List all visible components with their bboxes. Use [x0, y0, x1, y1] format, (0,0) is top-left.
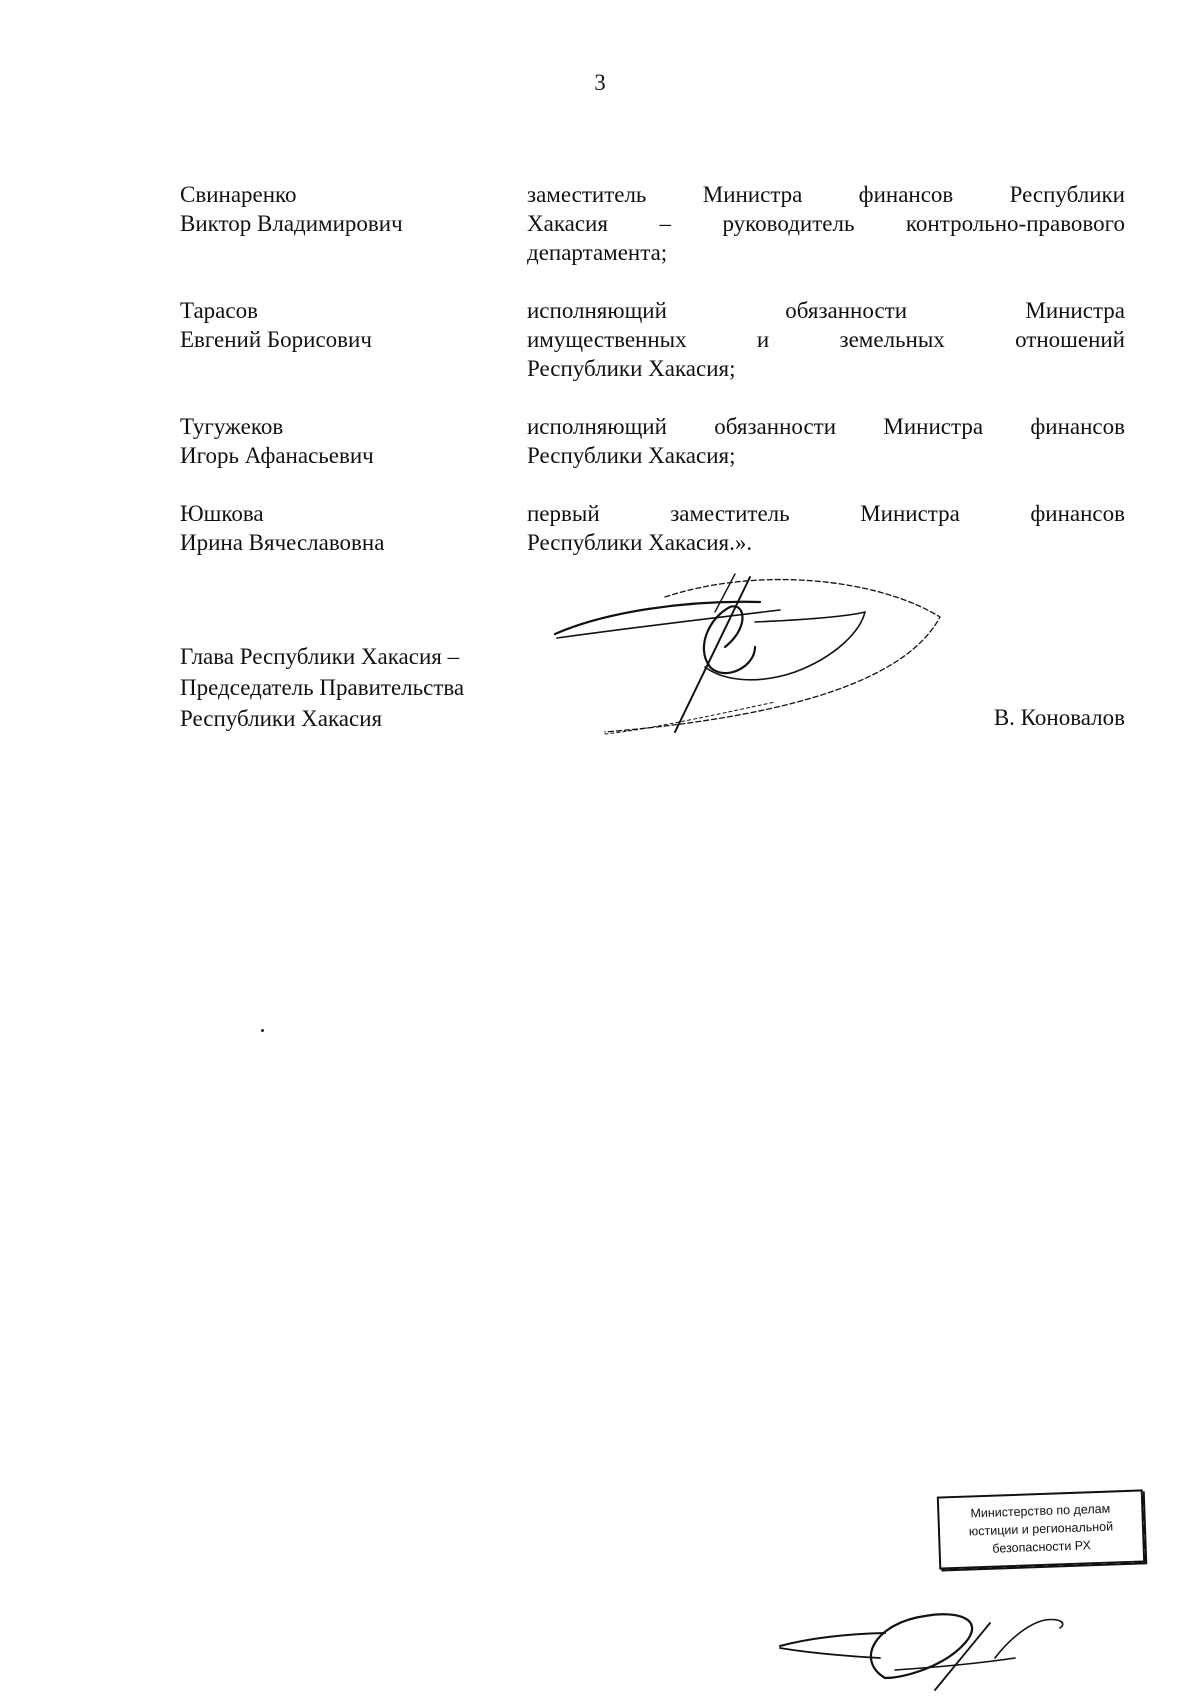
member-position — [527, 499, 1125, 557]
stamp-line: юстиции и региональной — [968, 1519, 1114, 1539]
member-list — [180, 180, 1125, 586]
member-given-names: Виктор Владимирович — [180, 211, 403, 236]
member-name — [180, 296, 527, 383]
signatory-name: В. Коновалов — [993, 705, 1125, 730]
member-position-line: Республики Хакасия; — [527, 356, 736, 381]
member-given-names: Евгений Борисович — [180, 327, 372, 352]
signatory-title-line: Глава Республики Хакасия – — [180, 644, 460, 669]
member-position — [527, 296, 1125, 383]
registration-stamp — [937, 1489, 1145, 1569]
member-given-names: Игорь Афанасьевич — [180, 443, 374, 468]
signatory-title-line: Республики Хакасия — [180, 706, 383, 731]
member-position-line: Хакасия – руководитель контрольно-правового — [527, 211, 1125, 236]
member-surname: Тарасов — [180, 298, 258, 323]
member-entry — [180, 499, 1125, 557]
member-given-names: Ирина Вячеславовна — [180, 530, 385, 555]
member-position-line: Республики Хакасия.». — [527, 530, 753, 555]
member-entry — [180, 180, 1125, 267]
member-position — [527, 180, 1125, 267]
member-position-line: исполняющий обязанности Министра — [527, 298, 1125, 323]
member-name — [180, 412, 527, 470]
member-entry — [180, 412, 1125, 470]
stamp-line: безопасности РХ — [992, 1538, 1092, 1556]
member-position-line: имущественных и земельных отношений — [527, 327, 1125, 352]
scan-speck — [261, 1029, 264, 1032]
member-position — [527, 412, 1125, 470]
member-position-line: первый заместитель Министра финансов — [527, 501, 1125, 526]
visa-signature — [775, 1598, 1075, 1693]
handwritten-signature — [545, 572, 965, 747]
member-name — [180, 499, 527, 557]
member-name — [180, 180, 527, 267]
member-position-line: департамента; — [527, 240, 668, 265]
page-number: 3 — [594, 70, 606, 95]
signatory-title-line: Председатель Правительства — [180, 675, 465, 700]
member-position-line: заместитель Министра финансов Республики — [527, 182, 1125, 207]
signatory-title — [180, 641, 464, 734]
stamp-line: Министерство по делам — [970, 1501, 1111, 1521]
member-surname: Юшкова — [180, 501, 264, 526]
member-surname: Тугужеков — [180, 414, 284, 439]
member-position-line: исполняющий обязанности Министра финансов — [527, 414, 1125, 439]
member-position-line: Республики Хакасия; — [527, 443, 736, 468]
member-entry — [180, 296, 1125, 383]
member-surname: Свинаренко — [180, 182, 297, 207]
